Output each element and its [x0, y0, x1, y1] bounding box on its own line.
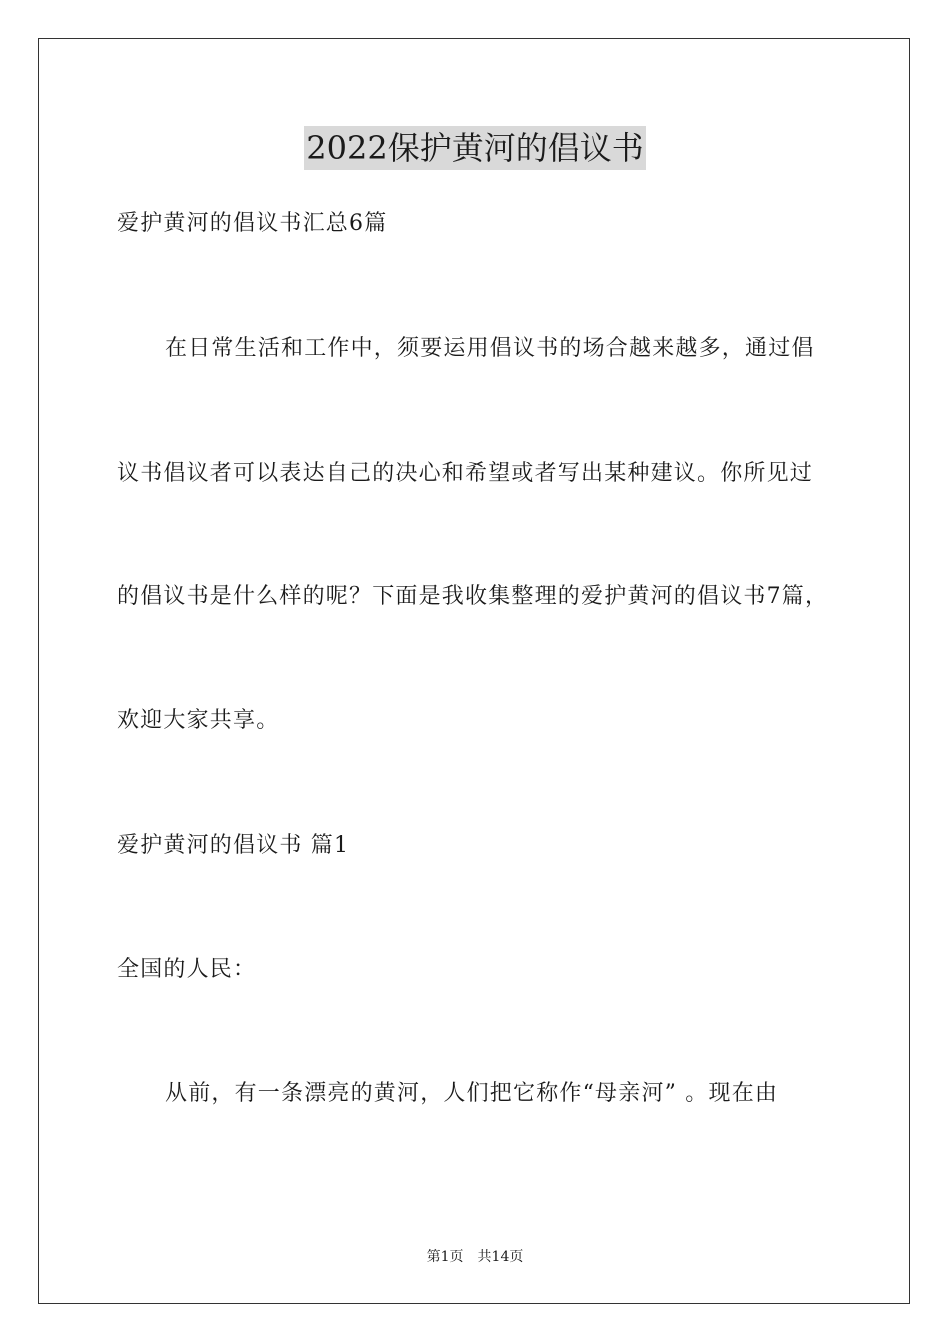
document-subtitle: 爱护黄河的倡议书汇总6篇 [117, 211, 388, 236]
section-heading: 爱护黄河的倡议书 篇1 [117, 833, 350, 858]
paragraph-line-1: 在日常生活和工作中，须要运用倡议书的场合越来越多，通过倡 [165, 336, 815, 361]
paragraph-line-2: 议书倡议者可以表达自己的决心和希望或者写出某种建议。你所见过 [117, 461, 814, 486]
title-container [0, 126, 950, 170]
page-footer [0, 1247, 950, 1267]
paragraph-line-4: 欢迎大家共享。 [117, 708, 280, 733]
document-title: 2022保护黄河的倡议书 [304, 126, 645, 170]
body-paragraph-start: 从前，有一条漂亮的黄河，人们把它称作“母亲河” 。现在由 [165, 1081, 779, 1106]
paragraph-line-3: 的倡议书是什么样的呢？下面是我收集整理的爱护黄河的倡议书7篇， [117, 584, 829, 609]
total-pages: 共14页 [477, 1249, 524, 1265]
salutation: 全国的人民： [117, 957, 257, 982]
page-number: 第1页 [426, 1249, 464, 1265]
